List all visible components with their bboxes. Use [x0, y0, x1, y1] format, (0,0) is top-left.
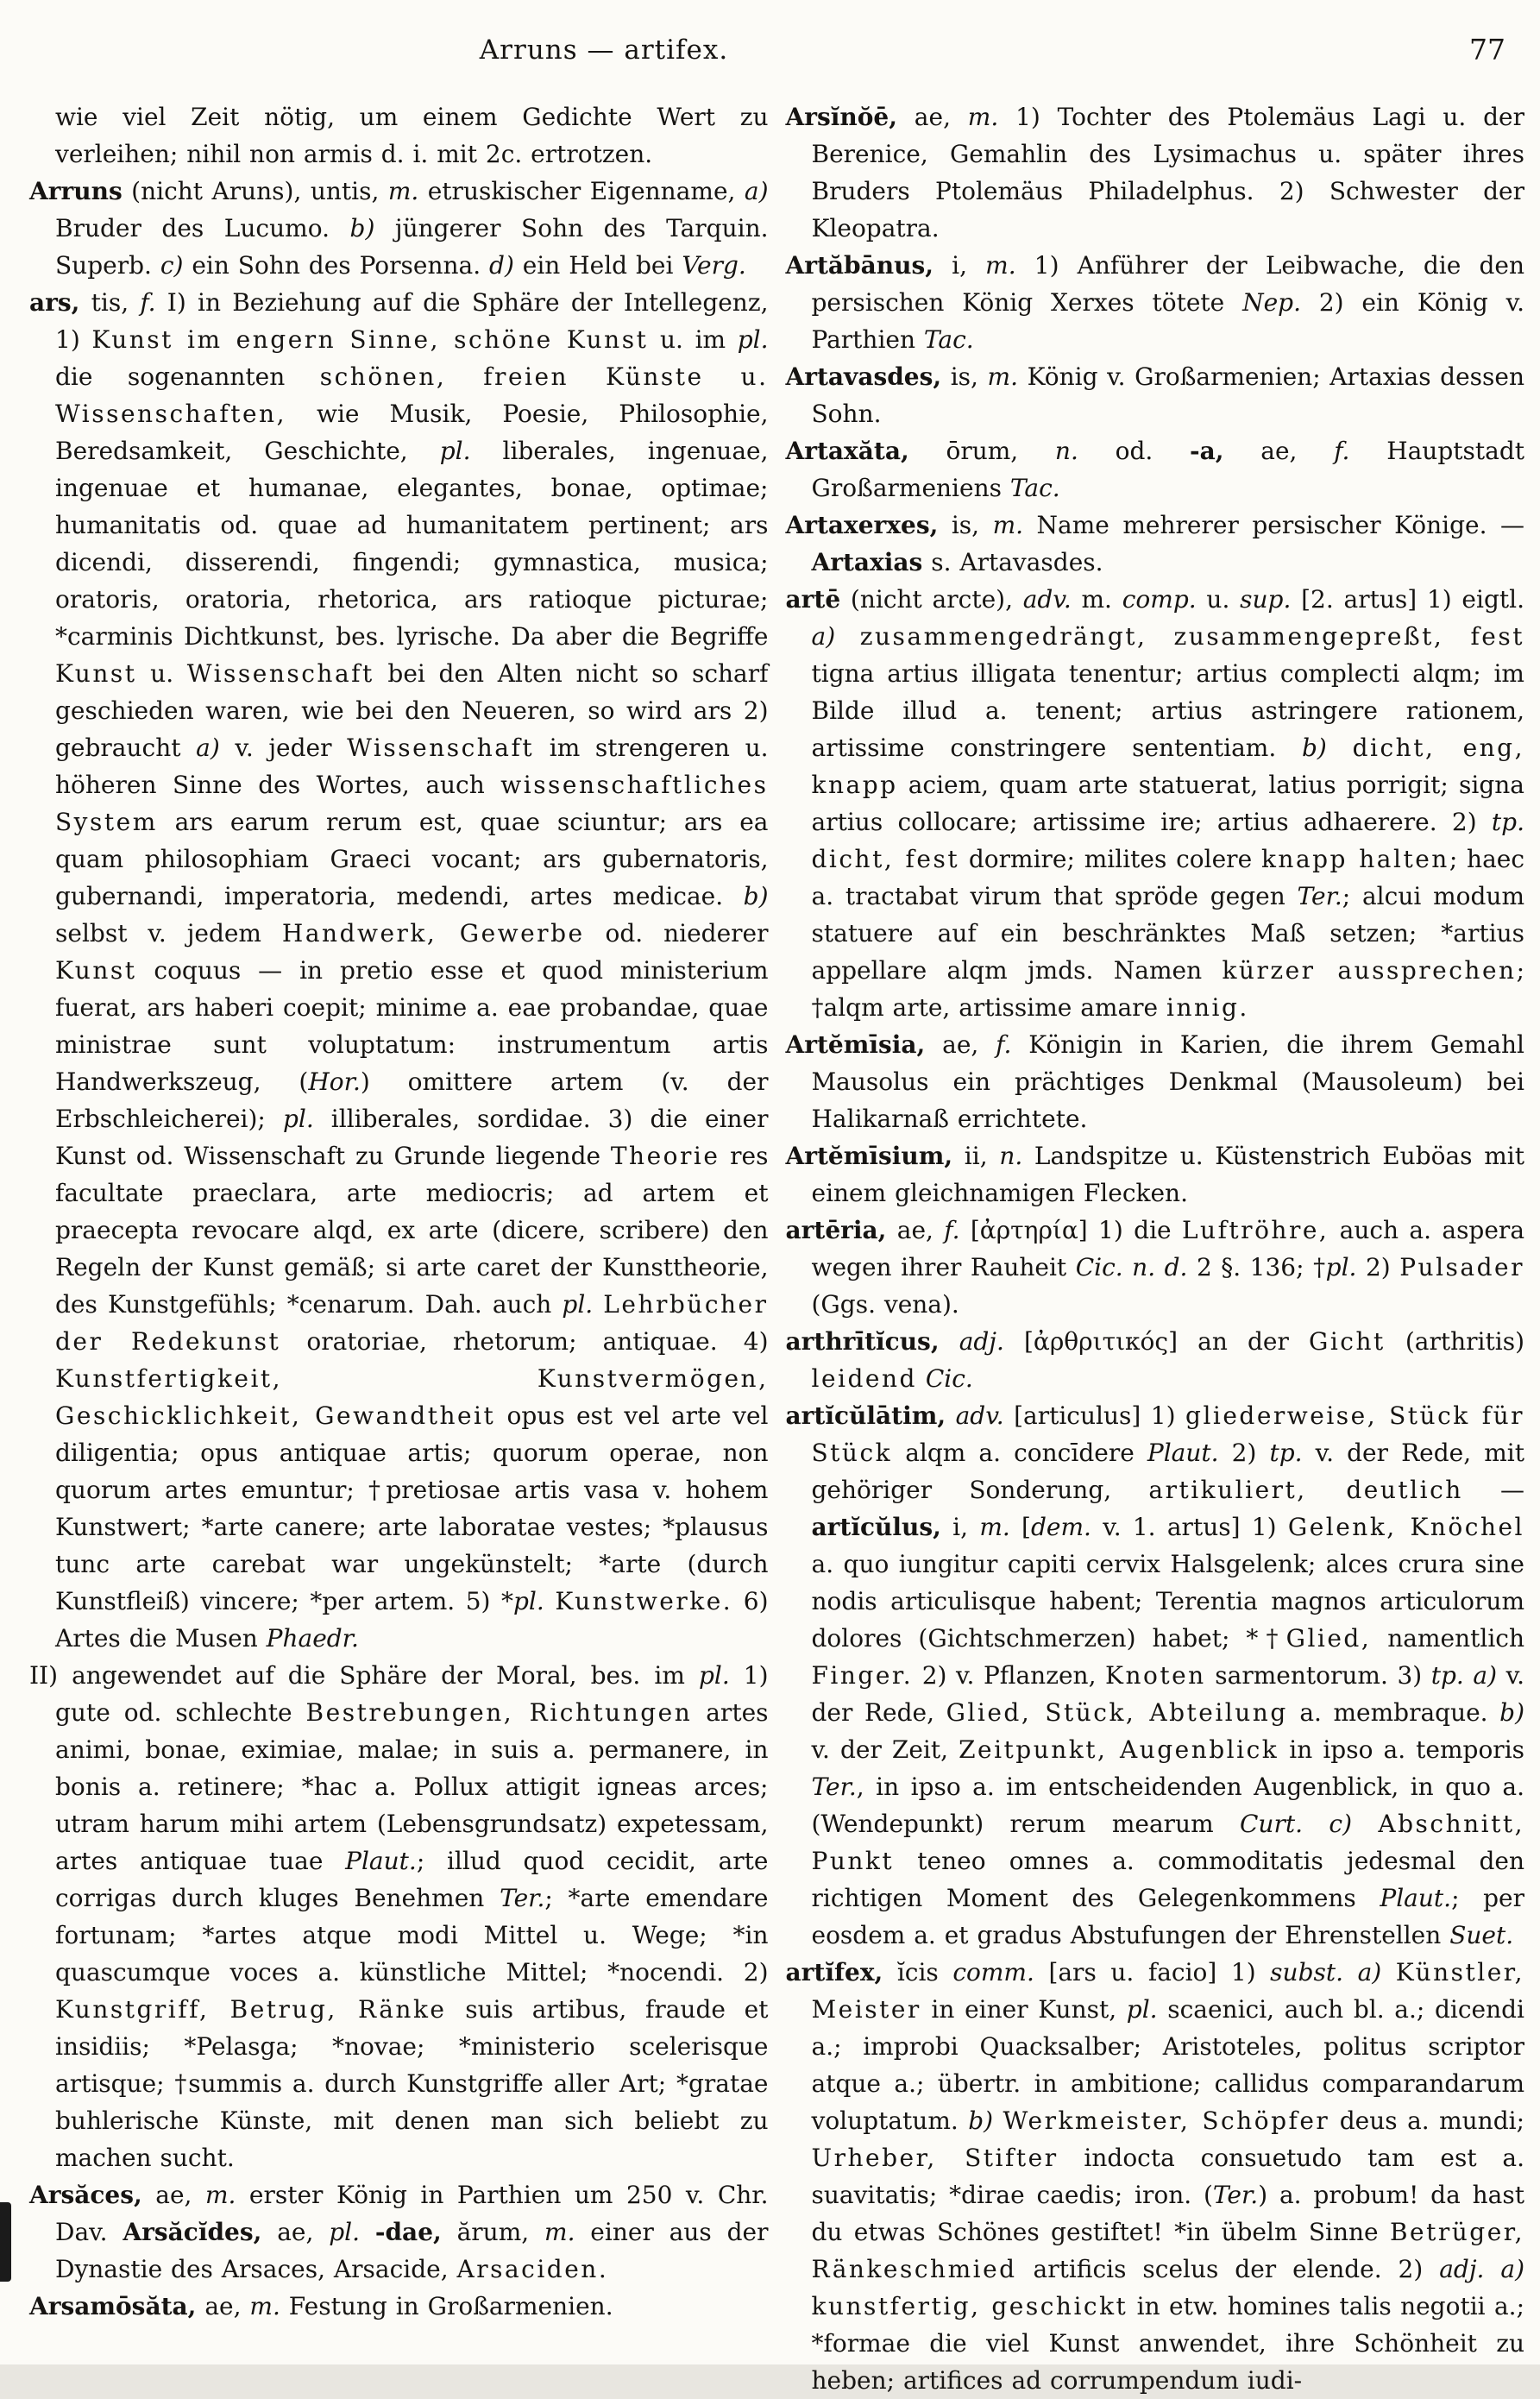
italic-label: m. [249, 2292, 280, 2320]
emphasis-spaced: gliederweise, Stück für Stück [811, 1401, 1524, 1467]
emphasis-spaced: schönen, freien Künste u. Wissenschaften, [55, 362, 769, 428]
italic-label: f. [944, 1216, 960, 1244]
italic-label: m. [987, 362, 1018, 391]
entry-artaxata: Artaxăta, ōrum, n. od. -a, ae, f. Hauptstadt Großarmeniens Tac. [785, 437, 1525, 502]
headword: Arsăcĭdes, [123, 2218, 262, 2246]
emphasis-spaced: kürzer aussprechen [1222, 956, 1517, 985]
italic-label: Suet. [1449, 1921, 1514, 1949]
italic-label: Plaut. [345, 1847, 417, 1875]
emphasis-spaced: zusammengedrängt, zusammengepreßt, fest [859, 622, 1524, 651]
emphasis-spaced: dicht, eng, knapp [811, 734, 1524, 799]
entry-arruns: Arruns (nicht Aruns), untis, m. etruskischer Eigenname, a) Bruder des Lucumo. b) jüngerer Sohn des Tarquin. Superb. c) ein Sohn des Porsenna. d) ein Held bei Verg. [29, 177, 769, 280]
italic-label: Tac. [923, 325, 974, 354]
italic-label: b) [1302, 734, 1327, 762]
entry-arthriticus: arthrītĭcus, adj. [ἀρθριτικός] an der Gicht (arthritis) leidend Cic. [785, 1327, 1525, 1393]
italic-label: comp. [1122, 585, 1197, 614]
italic-label: b) [349, 214, 375, 242]
emphasis-spaced: Kunst [55, 956, 137, 985]
headword: Arsăces, [29, 2181, 142, 2209]
entry-artemisia: Artĕmīsia, ae, f. Königin in Karien, die ihrem Gemahl Mausolus ein prächtiges Denkmal (Mausoleum) bei Halikarnaß errichtete. [785, 1030, 1524, 1133]
emphasis-spaced: leidend [811, 1364, 917, 1393]
italic-label: Plaut. [1380, 1884, 1452, 1912]
headword: Artavasdes, [785, 362, 942, 391]
italic-label: m. [387, 177, 419, 205]
headword: Artăbānus, [785, 251, 933, 280]
italic-label: m. [544, 2218, 575, 2246]
italic-label: b) [743, 882, 769, 910]
italic-label: m. [992, 511, 1024, 539]
headword: artĭcŭlātim, [785, 1401, 946, 1430]
headword: Arsĭnŏē, [785, 103, 897, 131]
headword: Arruns [29, 177, 123, 205]
italic-label: n. [1054, 437, 1078, 465]
italic-label: b) [1499, 1698, 1524, 1727]
italic-label: adv. [1022, 585, 1072, 614]
headword: Artĕmīsium, [785, 1142, 953, 1170]
emphasis-spaced: Werkmeister, Schöpfer [1003, 2106, 1330, 2135]
italic-label: m. [985, 251, 1016, 280]
entry-fragment-top: wie viel Zeit nötig, um einem Gedichte Wert zu verleihen; nihil non armis d. i. mit 2c. ertrotzen. [55, 103, 769, 168]
headword: artēria, [785, 1216, 887, 1244]
italic-label: a) [744, 177, 769, 205]
italic-label: pl. [282, 1105, 314, 1133]
headword: -dae, [374, 2218, 442, 2246]
italic-label: f. [1334, 437, 1350, 465]
italic-label: c) [1329, 1810, 1352, 1838]
emphasis-spaced: Zeitpunkt, Augenblick [959, 1735, 1279, 1764]
entry-artabanus: Artăbānus, i, m. 1) Anführer der Leibwache, die den persischen König Xerxes tötete Nep. 2) ein König v. Parthien Tac. [785, 251, 1524, 354]
italic-label: a) [196, 734, 220, 762]
entry-artavasdes: Artavasdes, is, m. König v. Großarmenien; Artaxias dessen Sohn. [785, 362, 1524, 428]
headword: -a, [1190, 437, 1224, 465]
italic-label: f. [140, 288, 156, 317]
italic-label: adv. [955, 1401, 1004, 1430]
emphasis-spaced: Pulsader [1399, 1253, 1524, 1281]
entry-ars-moral: II) angewendet auf die Sphäre der Moral, bes. im pl. 1) gute od. schlechte Bestrebungen, Richtungen artes animi, bonae, eximiae, malae; in suis a. permanere, in bonis a. retinere; *hac a. Pollux attigit igneas arces; utram harum mihi artem (Lebensgrundsatz) expetessam, artes antiquae tuae Plaut.; illud quod cecidit, arte corrigas durch kluges Benehmen Ter.; *arte emendare fortunam; *artes atque modi Mittel u. Wege; *in quascumque voces a. künstliche Mittel; *nocendi. 2) Kunstgriff, Betrug, Ränke suis artibus, fraude et insidiis; *Pelasga; *novae; *ministerio scelerisque artisque; †summis a. durch Kunstgriffe aller Art; *gratae buhlerische Künste, mit denen man sich beliebt zu machen sucht. [29, 1661, 769, 2172]
emphasis-spaced: artikuliert, deutlich [1148, 1476, 1463, 1504]
italic-label: pl. [329, 2218, 361, 2246]
emphasis-spaced: Knoten [1105, 1661, 1206, 1690]
italic-label: adj. [959, 1327, 1004, 1356]
italic-label: Phaedr. [266, 1624, 359, 1653]
italic-label: d) [489, 251, 514, 280]
right-column [786, 98, 1525, 2399]
emphasis-spaced: Handwerk, Gewerbe [281, 919, 585, 948]
emphasis-spaced: dicht, fest [811, 845, 960, 873]
italic-label: sup. [1240, 585, 1292, 614]
italic-label: pl. [439, 437, 471, 465]
italic-label: Ter. [811, 1772, 857, 1801]
entry-arsamosata: Arsamōsăta, ae, m. Festung in Großarmenien. [29, 2292, 613, 2320]
headword: Artaxăta, [785, 437, 909, 465]
emphasis-spaced: Gelenk, Knöchel [1287, 1513, 1525, 1541]
italic-label: a) [1357, 1958, 1382, 1987]
italic-label: b) [968, 2106, 994, 2135]
italic-label: tp. [1430, 1661, 1464, 1690]
italic-label: Curt. [1240, 1810, 1303, 1838]
entry-articulatim-articulus: artĭcŭlātim, adv. [articulus] 1) gliederweise, Stück für Stück alqm a. concīdere Plaut. 2) tp. v. der Rede, mit gehöriger Sonderung, artikuliert, deutlich — artĭcŭlus, i, m. [dem. v. 1. artus] 1) Gelenk, Knöchel a. quo iungitur capiti cervix Halsgelenk; alces crura sine nodis articulisque habent; Terentia magnos articulorum dolores (Gichtschmerzen) habet; *†Glied, namentlich Finger. 2) v. Pflanzen, Knoten sarmentorum. 3) tp. a) v. der Rede, Glied, Stück, Abteilung a. membraque. b) v. der Zeit, Zeitpunkt, Augenblick in ipso a. temporis Ter., in ipso a. im entscheidenden Augenblick, in quo a. (Wendepunkt) rerum mearum Curt. c) Abschnitt, Punkt teneo omnes a. commoditatis jedesmal den richtigen Moment des Gelegenkommens Plaut.; per eosdem a. et gradus Abstufungen der Ehrenstellen Suet. [785, 1401, 1525, 1949]
italic-label: Tac. [1009, 474, 1060, 502]
running-head: Arruns — artifex. [479, 35, 729, 66]
headword: artĭfex, [785, 1958, 883, 1987]
emphasis-spaced: Kunstfertigkeit, Kunstvermögen, Geschicklichkeit, Gewandtheit [55, 1364, 769, 1430]
emphasis-spaced: Kunstgriff, Betrug, Ränke [55, 1995, 447, 2024]
emphasis-spaced: Künstler, Meister [811, 1958, 1525, 2024]
emphasis-spaced: Wissenschaft [186, 659, 374, 688]
emphasis-spaced: innig. [1166, 993, 1249, 1022]
emphasis-spaced: Gicht [1308, 1327, 1386, 1356]
italic-label: Cic. n. d. [1075, 1253, 1188, 1281]
italic-label: tp. [1269, 1439, 1303, 1467]
italic-label: pl. [1126, 1995, 1158, 2024]
emphasis-spaced: Kunst [55, 659, 137, 688]
italic-label: Plaut. [1147, 1439, 1219, 1467]
emphasis-spaced: Bestrebungen, Richtungen [305, 1698, 693, 1727]
italic-label: a) [1473, 1661, 1498, 1690]
entry-artaxerxes: Artaxerxes, is, m. Name mehrerer persischer Könige. — Artaxias s. Artavasdes. [785, 511, 1524, 576]
italic-label: Hor. [308, 1067, 361, 1096]
italic-label: c) [160, 251, 184, 280]
italic-label: pl. [1325, 1253, 1357, 1281]
italic-label: pl. [698, 1661, 730, 1690]
italic-label: f. [996, 1030, 1012, 1059]
emphasis-spaced: knapp halten [1260, 845, 1449, 873]
headword: Artaxias [811, 548, 923, 576]
entry-arsinoe: Arsĭnŏē, ae, m. 1) Tochter des Ptolemäus Lagi u. der Berenice, Gemahlin des Lysimachus u. später ihres Bruders Ptolemäus Philadelphus. 2) Schwester der Kleopatra. [785, 103, 1524, 242]
italic-label: Ter. [500, 1884, 545, 1912]
italic-label: comm. [952, 1958, 1034, 1987]
emphasis-spaced: Urheber, Stifter [811, 2144, 1059, 2172]
italic-label: a) [1500, 2255, 1524, 2283]
italic-label: pl. [513, 1587, 544, 1615]
emphasis-spaced: Kunstwerke. [555, 1587, 733, 1615]
italic-label: Ter. [1297, 882, 1342, 910]
italic-label: m. [979, 1513, 1010, 1541]
emphasis-spaced: Betrüger, Ränkeschmied [811, 2218, 1524, 2283]
entry-artemisium: Artĕmīsium, ii, n. Landspitze u. Küstenstrich Euböas mit einem gleichnamigen Flecken. [785, 1142, 1524, 1207]
italic-label: subst. [1270, 1958, 1344, 1987]
headword: Artĕmīsia, [785, 1030, 926, 1059]
entry-artifex: artĭfex, ĭcis comm. [ars u. facio] 1) subst. a) Künstler, Meister in einer Kunst, pl. scaenici, auch bl. a.; dicendi a.; improbi Quacksalber; Aristoteles, politus scriptor atque a.; übertr. in ambitione; callidus comparandarum voluptatum. b) Werkmeister, Schöpfer deus a. mundi; Urheber, Stifter indocta consuetudo tam est a. suavitatis; *dirae caedis; iron. (Ter.) a. probum! da hast du etwas Schönes gestiftet! *in übelm Sinne Betrüger, Ränkeschmied artificis scelus der elende. 2) adj. a) kunstfertig, geschickt in etw. homines talis negotii a.; *formae die viel Kunst anwendet, ihre Schönheit zu heben; artifices ad corrumpendum iudi- [785, 1958, 1525, 2395]
emphasis-spaced: wissenschaftliches System [55, 771, 769, 836]
italic-label: adj. [1439, 2255, 1485, 2283]
emphasis-spaced: kunstfertig, geschickt [811, 2292, 1128, 2320]
italic-label: m. [967, 103, 999, 131]
emphasis-spaced: Wissenschaft [347, 734, 535, 762]
italic-label: tp. [1491, 808, 1524, 836]
headword: Artaxerxes, [785, 511, 939, 539]
emphasis-spaced: Finger. [811, 1661, 914, 1690]
text-block [0, 86, 1540, 2399]
italic-label: dem. [1030, 1513, 1091, 1541]
page-header [0, 0, 1540, 86]
italic-label: Cic. [925, 1364, 973, 1393]
emphasis-spaced: Glied, [1285, 1624, 1372, 1653]
scan-smudge [0, 2202, 11, 2282]
italic-label: Verg. [682, 251, 746, 280]
headword: artē [785, 585, 841, 614]
italic-label: Nep. [1242, 288, 1301, 317]
headword: ars, [29, 288, 80, 317]
page-number: 77 [1469, 33, 1505, 66]
italic-label: a) [811, 622, 836, 651]
entry-arsaces: Arsăces, ae, m. erster König in Parthien um 250 v. Chr. Dav. Arsăcĭdes, ae, pl. -dae, ărum, m. einer aus der Dynastie des Arsaces, Arsacide, Arsaciden. [29, 2181, 769, 2283]
emphasis-spaced: Luftröhre, [1181, 1216, 1329, 1244]
entry-arteria: artēria, ae, f. [ἀρτηρία] 1) die Luftröhre, auch a. aspera wegen ihrer Rauheit Cic. n. d. 2 §. 136; †pl. 2) Pulsader (Ggs. vena). [785, 1216, 1525, 1319]
emphasis-spaced: Abschnitt, Punkt [811, 1810, 1525, 1875]
emphasis-spaced: Theorie [610, 1142, 720, 1170]
emphasis-spaced: Lehrbücher der Redekunst [55, 1290, 769, 1356]
emphasis-spaced: Arsaciden. [456, 2255, 609, 2283]
headword: artĭcŭlus, [811, 1513, 941, 1541]
emphasis-spaced: Glied, Stück, Abteilung [946, 1698, 1288, 1727]
italic-label: m. [204, 2181, 236, 2209]
left-column [29, 98, 769, 2399]
emphasis-spaced: Kunst im engern Sinne, schöne Kunst [91, 325, 649, 354]
entry-ars: ars, tis, f. I) in Beziehung auf die Sphäre der Intellegenz, 1) Kunst im engern Sinne, schöne Kunst u. im pl. die sogenannten schönen, freien Künste u. Wissenschaften, wie Musik, Poesie, Philosophie, Beredsamkeit, Geschichte, pl. liberales, ingenuae, ingenuae et humanae, elegantes, bonae, optimae; humanitatis od. quae ad humanitatem pertinent; ars dicendi, disserendi, fingendi; gymnastica, musica; oratoris, oratoria, rhetorica, ars ratioque picturae; *carminis Dichtkunst, bes. lyrische. Da aber die Begriffe Kunst u. Wissenschaft bei den Alten nicht so scharf geschieden waren, wie bei den Neueren, so wird ars 2) gebraucht a) v. jeder Wissenschaft im strengeren u. höheren Sinne des Wortes, auch wissenschaftliches System ars earum rerum est, quae sciuntur; ars ea quam philosophiam Graeci vocant; ars gubernatoris, gubernandi, imperatoria, medendi, artes medicae. b) selbst v. jedem Handwerk, Gewerbe od. niederer Kunst coquus — in pretio esse et quod ministerium fuerat, ars haberi coepit; minime a. eae probandae, quae ministrae sunt voluptatum: instrumentum artis Handwerkszeug, (Hor.) omittere artem (v. der Erbschleicherei); pl. illiberales, sordidae. 3) die einer Kunst od. Wissenschaft zu Grunde liegende Theorie res facultate praeclara, arte mediocris; ad artem et praecepta revocare alqd, ex arte (dicere, scribere) den Regeln der Kunst gemäß; si arte caret der Kunsttheorie, des Kunstgefühls; *cenarum. Dah. auch pl. Lehrbücher der Redekunst oratoriae, rhetorum; antiquae. 4) Kunstfertigkeit, Kunstvermögen, Geschicklichkeit, Gewandtheit opus est vel arte vel diligentia; opus antiquae artis; quorum operae, non quorum artes emuntur; †pretiosae artis vasa v. hohem Kunstwert; *arte canere; arte laboratae vestes; *plausus tunc arte carebat war ungekünstelt; *arte (durch Kunstfleiß) vincere; *per artem. 5) *pl. Kunstwerke. 6) Artes die Musen Phaedr. [29, 288, 769, 1653]
italic-label: pl. [562, 1290, 594, 1319]
italic-label: n. [999, 1142, 1023, 1170]
italic-label: Ter. [1212, 2181, 1259, 2209]
headword: arthrītĭcus, [785, 1327, 940, 1356]
italic-label: pl. [737, 325, 769, 354]
entry-arte: artē (nicht arcte), adv. m. comp. u. sup. [2. artus] 1) eigtl. a) zusammengedrängt, zusammengepreßt, fest tigna artius illigata tenentur; artius complecti alqm; im Bilde illud a. tenent; artius astringere rationem, artissime constringere sententiam. b) dicht, eng, knapp aciem, quam arte statuerat, latius porrigit; signa artius collocare; artissime ire; artius adhaerere. 2) tp. dicht, fest dormire; milites colere knapp halten; haec a. tractabat virum that spröde gegen Ter.; alcui modum statuere auf ein beschränktes Maß setzen; *artius appellare alqm jmds. Namen kürzer aussprechen; †alqm arte, artissime amare innig. [785, 585, 1525, 1022]
headword: Arsamōsăta, [29, 2292, 197, 2320]
